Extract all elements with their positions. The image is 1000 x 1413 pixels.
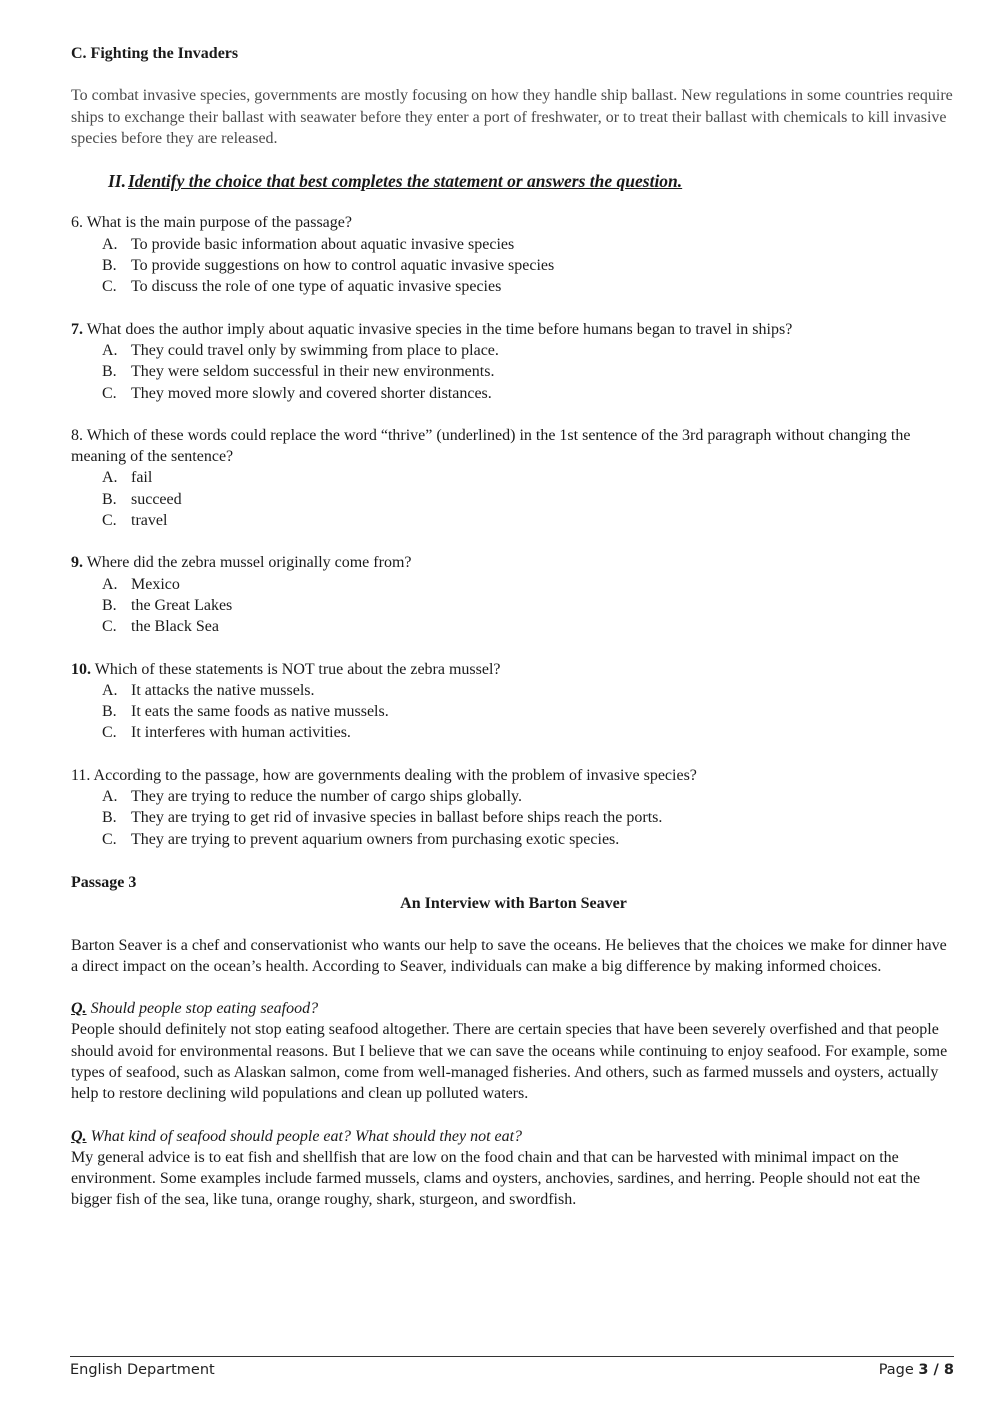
question-text: Which of these statements is NOT true about the zebra mussel? [94,660,501,678]
interview-answer-1: People should definitely not stop eating seafood altogether. There are certain species that have been severely overfished and that people should avoid for environmental reasons. But I believe that we can save the oceans while continuing to enjoy seafood. For example, some types of seafood, such as Alaskan salmon, come from well-managed fisheries. And others, such as farmed mussels and oysters, actually help to restore declining wild populations and clean up polluted waters. [71,1021,948,1103]
answer-option [102,829,956,850]
option-text: the Great Lakes [131,596,233,614]
option-text: fail [131,469,153,487]
interview-answer-2: My general advice is to eat fish and shellfish that are low on the food chain and that can be harvested with minimal impact on the environment. Some examples include farmed mussels, clams and oysters, anchovies, sardines, and herring. People should not eat the bigger fish of the sea, like tuna, orange roughy, shark, sturgeon, and swordfish. [71,1148,921,1209]
interview-question-2 [71,1126,956,1147]
option-text: It eats the same foods as native mussels. [131,703,389,721]
answer-option [102,255,956,276]
option-text: They are trying to prevent aquarium owners from purchasing exotic species. [131,830,620,848]
option-letter: B. [102,703,117,721]
answer-option [102,786,956,807]
question-number: 6. [71,214,83,232]
question-number: 10. [71,660,91,678]
question-marker: Q. [71,1127,87,1145]
answer-option [102,467,956,488]
option-letter: A. [102,681,118,699]
question-number: 8. [71,426,83,444]
option-letter: C. [102,384,117,402]
question-7 [71,319,956,404]
option-letter: A. [102,341,118,359]
interview-question-text: What kind of seafood should people eat? What should they not eat? [90,1127,523,1145]
answer-options [71,467,956,531]
question-stem [71,425,956,468]
answer-options [71,680,956,744]
passage-3-label: Passage 3 [71,873,137,891]
option-text: To provide basic information about aquatic invasive species [131,235,515,253]
option-text: They moved more slowly and covered shorter distances. [131,384,492,402]
answer-option [102,680,956,701]
footer-page [879,1360,954,1381]
question-stem [71,212,956,233]
footer-page-number: 3 / 8 [918,1362,954,1378]
answer-option [102,361,956,382]
option-text: It interferes with human activities. [131,724,351,742]
option-text: succeed [131,490,182,508]
part-two-instruction: Identify the choice that best completes the statement or answers the question. [128,171,683,192]
answer-option [102,807,956,828]
page-footer [70,1356,954,1381]
question-stem [71,765,956,786]
question-10 [71,659,956,744]
question-8 [71,425,956,531]
option-letter: B. [102,490,117,508]
answer-option [102,701,956,722]
option-text: To provide suggestions on how to control aquatic invasive species [131,257,555,275]
section-c-title: C. Fighting the Invaders [71,45,239,62]
answer-option [102,510,956,531]
passage-3-intro: Barton Seaver is a chef and conservationist who wants our help to save the oceans. He believes that the choices we make for dinner have a direct impact on the ocean’s health. According to Seaver, individuals can make a big difference by making informed choices. [71,936,947,975]
option-letter: A. [102,469,118,487]
option-text: They could travel only by swimming from place to place. [131,341,499,359]
option-text: Mexico [131,575,180,593]
footer-department: English Department [70,1362,215,1378]
question-text: According to the passage, how are governments dealing with the problem of invasive species? [93,766,697,784]
question-text: What is the main purpose of the passage? [86,214,352,232]
answer-option [102,595,956,616]
answer-options [71,786,956,850]
question-11 [71,765,956,850]
answer-options [71,574,956,638]
answer-option [102,722,956,743]
question-stem [71,659,956,680]
option-letter: A. [102,235,118,253]
answer-option [102,383,956,404]
option-text: It attacks the native mussels. [131,681,315,699]
section-c-body: To combat invasive species, governments are mostly focusing on how they handle ship ballast. New regulations in some countries require ships to exchange their ballast with seawater before they enter a port of freshwater, or to treat their ballast with chemicals to kill invasive species before they are released. [71,87,953,147]
question-number: 7. [71,320,83,338]
question-text: Where did the zebra mussel originally come from? [86,554,412,572]
option-letter: B. [102,596,117,614]
worksheet-page [71,43,956,1211]
option-text: They are trying to get rid of invasive species in ballast before ships reach the ports. [131,809,663,827]
footer-page-prefix: Page [878,1362,919,1378]
question-text: Which of these words could replace the word “thrive” (underlined) in the 1st sentence of the 3rd paragraph without changing the meaning of the sentence? [71,426,911,466]
passage-3-title: An Interview with Barton Seaver [400,895,627,913]
question-list [71,212,956,849]
part-two-number: II. [108,171,126,192]
option-letter: B. [102,363,117,381]
option-letter: C. [102,618,117,636]
interview-question-text: Should people stop eating seafood? [90,1000,319,1018]
option-letter: C. [102,512,117,530]
option-letter: C. [102,278,117,296]
answer-option [102,489,956,510]
answer-options [71,234,956,298]
question-6 [71,212,956,297]
question-marker: Q. [71,1000,87,1018]
option-text: travel [131,512,168,530]
question-9 [71,552,956,637]
question-text: What does the author imply about aquatic invasive species in the time before humans began to travel in ships? [86,320,793,338]
answer-option [102,276,956,297]
interview-question-1 [71,998,956,1019]
answer-option [102,574,956,595]
part-two-heading [71,171,956,192]
question-number: 11. [71,766,91,784]
option-letter: B. [102,809,117,827]
option-text: To discuss the role of one type of aquatic invasive species [131,278,502,296]
option-letter: A. [102,575,118,593]
question-stem [71,319,956,340]
option-letter: C. [102,724,117,742]
answer-option [102,340,956,361]
question-stem [71,552,956,573]
answer-option [102,234,956,255]
question-number: 9. [71,554,83,572]
option-text: They are trying to reduce the number of cargo ships globally. [131,788,522,806]
option-letter: C. [102,830,117,848]
option-letter: A. [102,788,118,806]
option-letter: B. [102,257,117,275]
answer-option [102,616,956,637]
option-text: the Black Sea [131,618,219,636]
option-text: They were seldom successful in their new environments. [131,363,495,381]
answer-options [71,340,956,404]
